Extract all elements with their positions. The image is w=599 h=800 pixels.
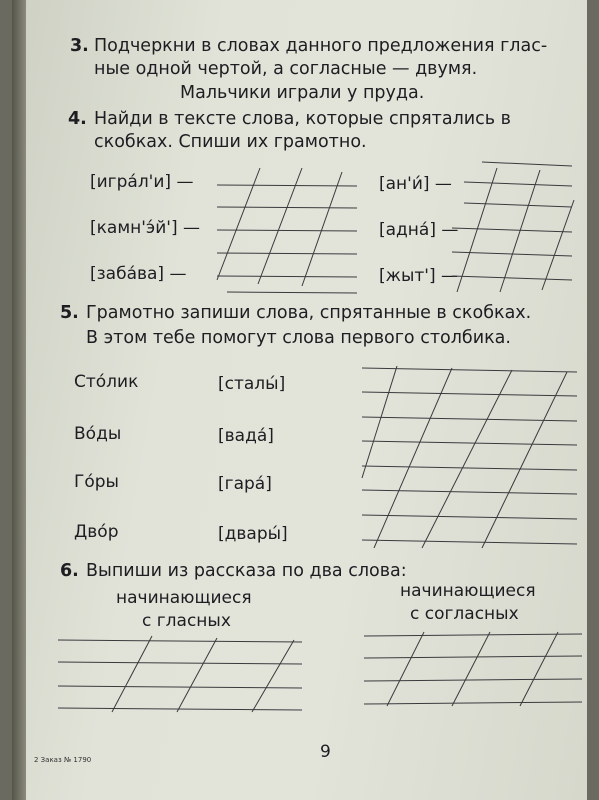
- task5-word-4: Дво́р: [74, 522, 119, 542]
- task4-line1: Найди в тексте слова, которые спрятались в: [94, 109, 511, 129]
- task4-number: 4.: [68, 109, 87, 129]
- answer-line: [58, 686, 302, 688]
- task4-item-3: [камн'э́й'] —: [90, 218, 201, 238]
- slant-line: [457, 168, 497, 292]
- answer-line: [217, 276, 357, 277]
- answer-line: [364, 656, 582, 658]
- task5-word-3: Го́ры: [74, 472, 119, 492]
- task5-word-2: Во́ды: [74, 424, 122, 444]
- answer-line: [362, 392, 577, 396]
- answer-line: [362, 540, 577, 544]
- slant-line: [177, 638, 217, 712]
- order-number: 2 Заказ № 1790: [34, 756, 92, 764]
- task5-hidden-2: [вада́]: [218, 426, 274, 446]
- task3-sentence: Мальчики играли у пруда.: [180, 83, 425, 103]
- slant-line: [112, 636, 152, 712]
- task3-line2: ные одной чертой, а согласные — двумя.: [94, 59, 478, 79]
- answer-line: [58, 662, 302, 664]
- answer-line: [362, 515, 577, 519]
- answer-line: [362, 490, 577, 494]
- task5-line1: Грамотно запиши слова, спрятанные в скобках.: [86, 303, 532, 323]
- answer-line: [217, 185, 357, 186]
- task5-number: 5.: [60, 303, 79, 323]
- task4-item-2: [ан'и́] —: [379, 174, 452, 194]
- task5-hidden-3: [гара́]: [218, 474, 272, 494]
- slant-line: [520, 632, 558, 706]
- answer-line: [58, 640, 302, 642]
- task4-item-1: [игра́л'и] —: [90, 172, 194, 192]
- task6-col2-line2: с согласных: [410, 604, 519, 624]
- answer-line: [58, 708, 302, 710]
- task5-line2: В этом тебе помогут слова первого столбика.: [86, 328, 511, 348]
- answer-line: [217, 253, 357, 254]
- answer-line: [364, 634, 582, 636]
- task4-line2: скобках. Спиши их грамотно.: [94, 132, 367, 152]
- task6-line1: Выпиши из рассказа по два слова:: [86, 561, 407, 581]
- slant-line: [452, 632, 490, 706]
- task5-hidden-4: [двары́]: [218, 524, 288, 544]
- task5-word-1: Сто́лик: [74, 372, 139, 392]
- task4-item-6: [жыт'] —: [379, 266, 458, 286]
- slant-line: [422, 370, 512, 548]
- answer-line: [364, 679, 582, 681]
- slant-line: [387, 632, 424, 706]
- slant-line: [362, 366, 397, 478]
- answer-line: [452, 228, 572, 232]
- answer-line: [217, 230, 357, 231]
- task3-line1: Подчеркни в словах данного предложения глас-: [94, 36, 548, 56]
- writing-lines: [12, 0, 587, 800]
- answer-line: [464, 182, 572, 186]
- answer-line: [452, 276, 572, 280]
- answer-line: [482, 162, 572, 166]
- task6-number: 6.: [60, 561, 79, 581]
- slant-line: [374, 368, 452, 548]
- slant-line: [302, 172, 342, 286]
- answer-line: [364, 702, 582, 704]
- task5-hidden-1: [сталы́]: [218, 374, 286, 394]
- slant-line: [482, 372, 567, 548]
- answer-line: [464, 203, 572, 207]
- task4-item-4: [адна́] —: [379, 220, 459, 240]
- answer-line: [227, 292, 357, 293]
- task3-number: 3.: [70, 36, 89, 56]
- workbook-page: [12, 0, 587, 800]
- slant-line: [542, 200, 574, 290]
- answer-line: [362, 368, 577, 372]
- task6-col1-line1: начинающиеся: [116, 588, 252, 608]
- answer-line: [362, 441, 577, 445]
- page-number: 9: [320, 742, 331, 762]
- task4-item-5: [заба́ва] —: [90, 264, 187, 284]
- task6-col2-line1: начинающиеся: [400, 581, 536, 601]
- answer-line: [362, 466, 577, 470]
- task6-col1-line2: с гласных: [142, 611, 231, 631]
- slant-line: [252, 640, 294, 712]
